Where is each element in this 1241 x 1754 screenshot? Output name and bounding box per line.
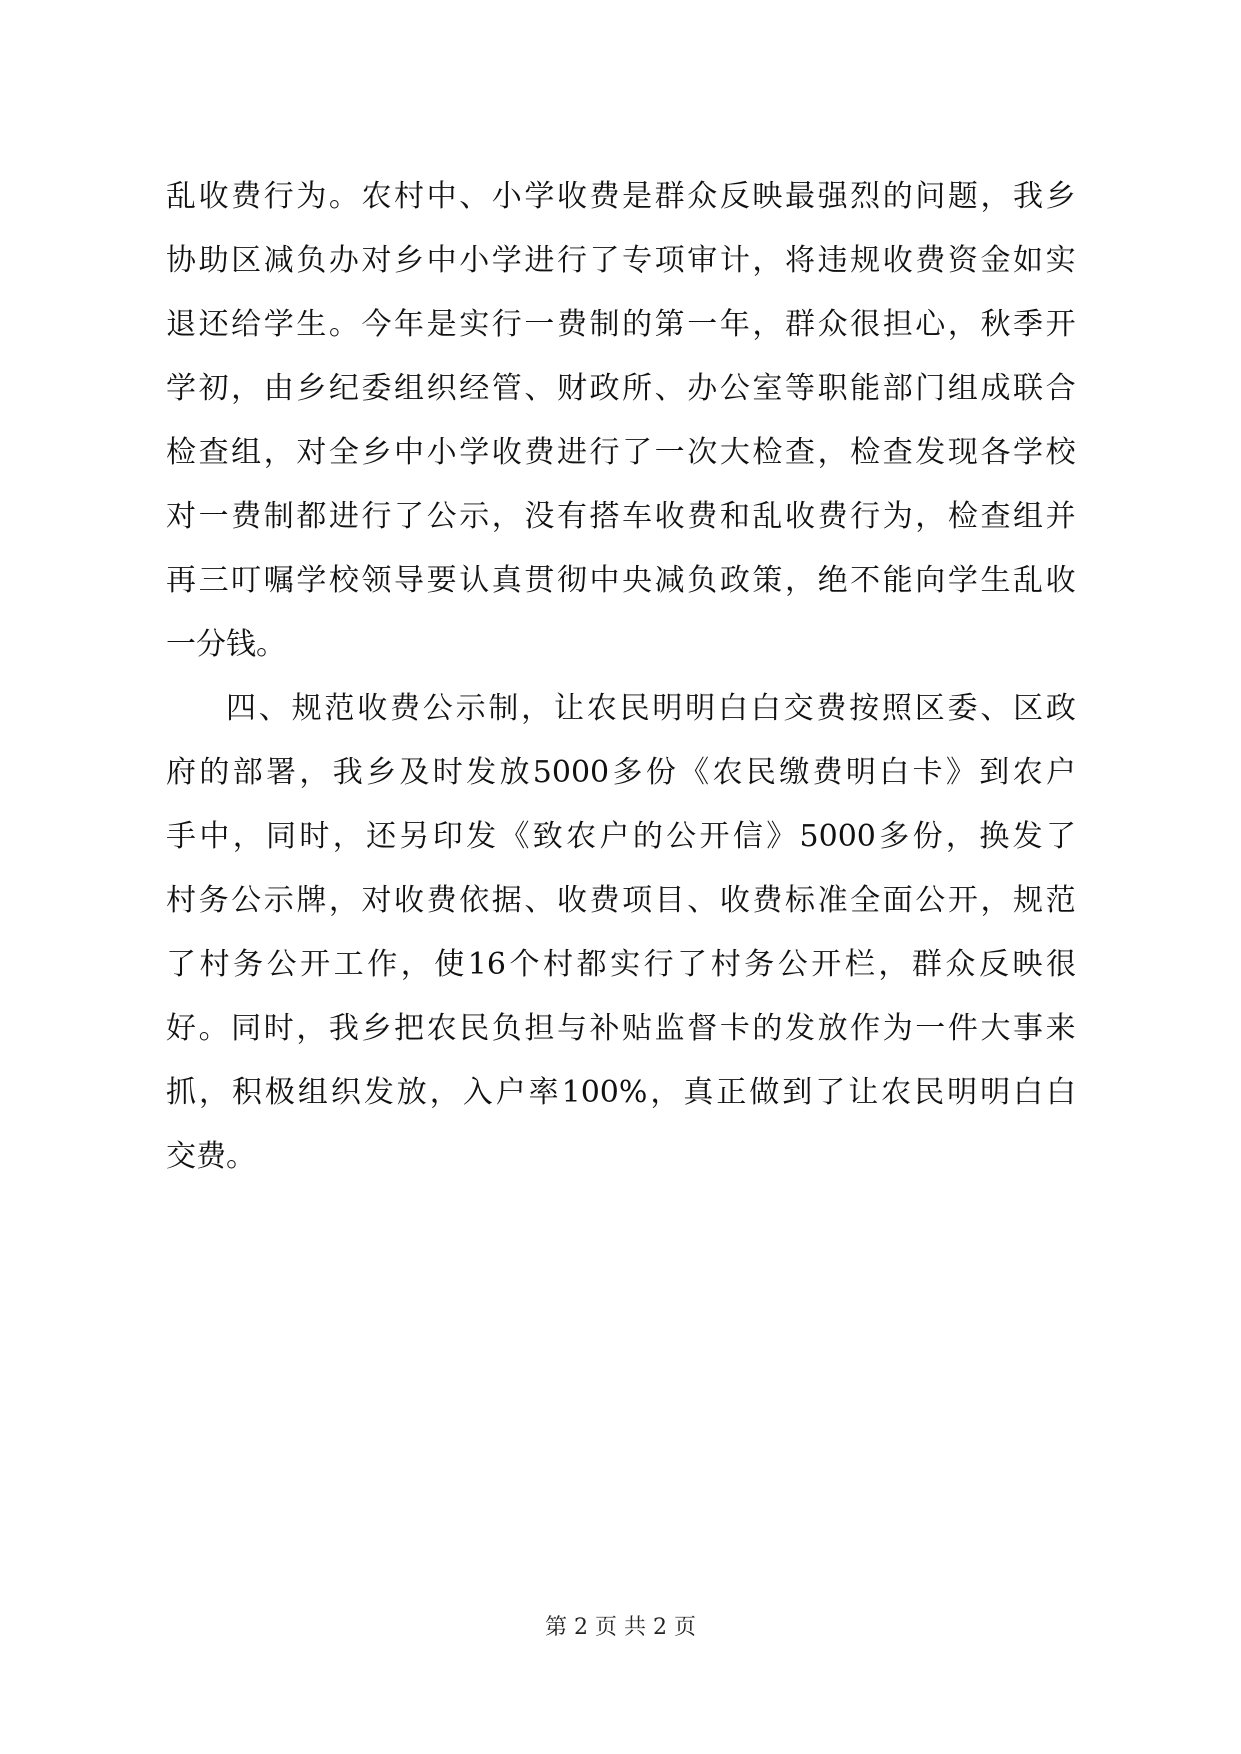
text-line: 手 中 ， 同 时 ， 还 另 印 发 《 致 农 户 的 公 开 信 》 5000 多 份 ， 换 发 了 xyxy=(166,819,1076,854)
text-line: 了 村 务 公 开 工 作 ， 使 16 个 村 都 实 行 了 村 务 公 开 栏 ， 群 众 反 映 很 xyxy=(166,947,1076,982)
text-line: 村 务 公 示 牌 ， 对 收 费 依 据 、 收 费 项 目 、 收 费 标 准 全 面 公 开 ， 规 范 xyxy=(166,883,1076,918)
text-line: 检 查 组 ， 对 全 乡 中 小 学 收 费 进 行 了 一 次 大 检 查 ， 检 查 发 现 各 学 校 xyxy=(166,435,1076,470)
paragraph-1 xyxy=(166,165,1076,677)
text-line: 乱 收 费 行 为 。 农 村 中 、 小 学 收 费 是 群 众 反 映 最 强 烈 的 问 题 ， 我 乡 xyxy=(166,179,1076,214)
text-line: 对 一 费 制 都 进 行 了 公 示 ， 没 有 搭 车 收 费 和 乱 收 费 行 为 ， 检 查 组 并 xyxy=(166,499,1076,534)
page-number-footer: 第 2 页 共 2 页 xyxy=(545,1615,696,1640)
text-line: 四 、 规 范 收 费 公 示 制 ， 让 农 民 明 明 白 白 交 费 按 照 区 委 、 区 政 xyxy=(226,691,1076,726)
text-line: 协 助 区 减 负 办 对 乡 中 小 学 进 行 了 专 项 审 计 ， 将 违 规 收 费 资 金 如 实 xyxy=(166,243,1076,278)
text-line: 退 还 给 学 生 。 今 年 是 实 行 一 费 制 的 第 一 年 ， 群 众 很 担 心 ， 秋 季 开 xyxy=(166,307,1076,342)
paragraph-2 xyxy=(166,677,1076,1189)
text-line: 府 的 部 署 ， 我 乡 及 时 发 放 5000 多 份 《 农 民 缴 费 明 白 卡 》 到 农 户 xyxy=(166,755,1076,790)
text-line: 再 三 叮 嘱 学 校 领 导 要 认 真 贯 彻 中 央 减 负 政 策 ， 绝 不 能 向 学 生 乱 收 xyxy=(166,563,1076,598)
text-line: 学 初 ， 由 乡 纪 委 组 织 经 管 、 财 政 所 、 办 公 室 等 职 能 部 门 组 成 联 合 xyxy=(166,371,1076,406)
text-line: 一分钱。 xyxy=(166,627,286,662)
text-line: 抓 ， 积 极 组 织 发 放 ， 入 户 率 100% ， 真 正 做 到 了 让 农 民 明 明 白 白 xyxy=(166,1075,1076,1110)
document-body xyxy=(166,165,1076,1189)
text-line: 交费。 xyxy=(166,1139,256,1174)
text-line: 好 。 同 时 ， 我 乡 把 农 民 负 担 与 补 贴 监 督 卡 的 发 放 作 为 一 件 大 事 来 xyxy=(166,1011,1076,1046)
